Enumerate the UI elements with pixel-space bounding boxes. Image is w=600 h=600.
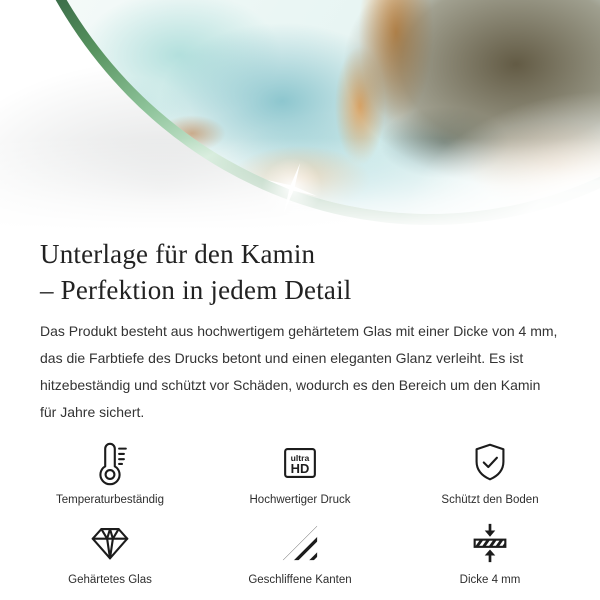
page-title-line1: Unterlage für den Kamin	[40, 239, 316, 269]
shield-check-icon	[467, 440, 513, 486]
polished-edges-icon	[277, 520, 323, 566]
feature-protects-floor	[441, 440, 538, 506]
feature-label: Geschliffene Kanten	[248, 574, 352, 586]
feature-temperature-resistant	[56, 440, 164, 506]
feature-label: Dicke 4 mm	[459, 574, 521, 586]
thickness-icon	[467, 520, 513, 566]
feature-label: Temperaturbeständig	[55, 494, 165, 506]
feature-grid	[15, 440, 585, 586]
page-title	[0, 230, 600, 308]
feature-label: Hochwertiger Druck	[249, 494, 351, 506]
feature-thickness	[460, 520, 521, 586]
product-description: Das Produkt besteht aus hochwertigem gehärtetem Glas mit einer Dicke von 4 mm, das die Farbtiefe des Drucks betont und einen eleganten Glanz verleiht. Es ist hitzebeständig und schützt vor Schäden, wodurch es den Bereich um den Kamin für Jahre sichert.	[40, 323, 558, 420]
feature-high-quality-print	[250, 440, 351, 506]
thermometer-icon	[87, 440, 133, 486]
content-block	[0, 230, 600, 586]
page-title-line2: – Perfektion in jedem Detail	[40, 275, 352, 305]
feature-label: Gehärtetes Glas	[68, 574, 152, 586]
feature-polished-edges	[248, 520, 351, 586]
svg-text:HD: HD	[290, 461, 310, 477]
ultra-hd-icon	[277, 440, 323, 486]
feature-tempered-glass	[68, 520, 152, 586]
product-photo	[0, 0, 600, 230]
diamond-icon	[87, 520, 133, 566]
feature-label: Schützt den Boden	[441, 494, 539, 506]
svg-text:ultra: ultra	[290, 453, 310, 464]
